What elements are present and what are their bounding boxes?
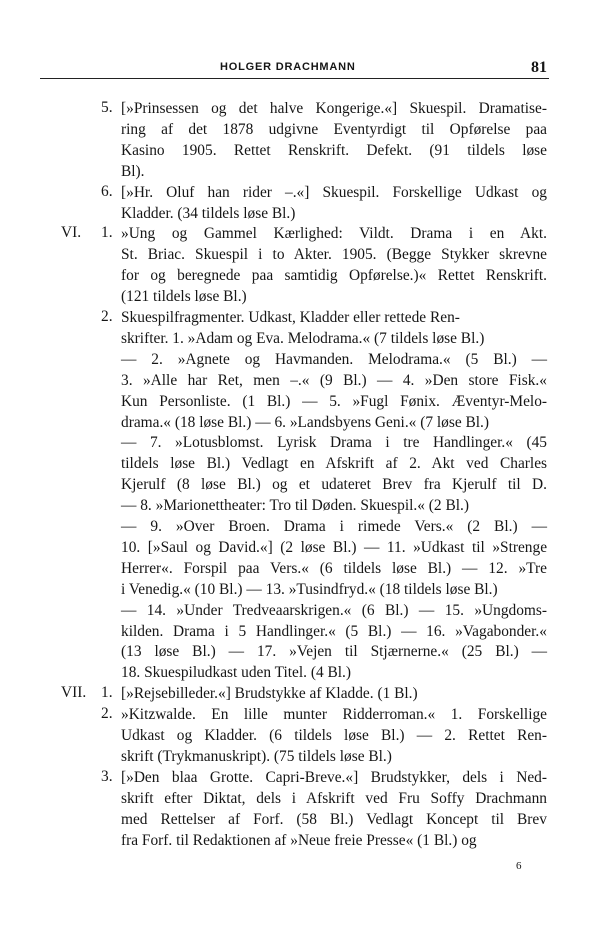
text-line: — 7. »Lotusblomst. Lyrisk Drama i tre Handlinger.« (45: [121, 434, 547, 451]
text-line: Kjerulf (8 løse Bl.) og et udateret Brev fra Kjerulf til D.: [121, 476, 548, 493]
text-line: Kun Personliste. (1 Bl.) — 5. »Fugl Fønix. Æventyr-Melo-: [121, 393, 548, 410]
text-line: 18. Skuespiludkast uden Titel. (4 Bl.): [121, 664, 352, 681]
text-line: 3. »Alle har Ret, men –.« (9 Bl.) — 4. »Den store Fisk.«: [121, 372, 547, 389]
section-numeral: VII.: [61, 684, 87, 701]
text-line: [»Rejsebilleder.«] Brudstykke af Kladde. (1 Bl.): [121, 685, 418, 702]
item-number: 2.: [101, 308, 113, 325]
item-number: 6.: [101, 183, 113, 200]
signature-mark: 6: [516, 860, 522, 872]
text-line: for og beregnede paa samtidig Opførelse.)« Rettet Renskrift.: [121, 267, 548, 284]
text-line: drama.« (18 løse Bl.) — 6. »Landsbyens Geni.« (7 løse Bl.): [121, 414, 490, 431]
text-line: — 2. »Agnete og Havmanden. Melodrama.« (5 Bl.) —: [121, 351, 547, 368]
text-line: 10. [»Saul og David.«] (2 løse Bl.) — 11. »Udkast til »Strenge: [121, 539, 548, 556]
header-rule: [40, 78, 549, 79]
item-number: 2.: [101, 705, 113, 722]
section-numeral: VI.: [61, 224, 82, 241]
text-line: [»Hr. Oluf han rider –.«] Skuespil. Forskellige Udkast og: [121, 184, 547, 201]
text-line: Herrer«. Forspil paa Vers.« (6 tildels løse Bl.) — 12. »Tre: [121, 560, 547, 577]
text-line: fra Forf. til Redaktionen af »Neue freie Presse« (1 Bl.) og: [121, 832, 477, 849]
item-number: 3.: [101, 768, 113, 785]
text-line: — 14. »Under Tredveaarskrigen.« (6 Bl.) — 15. »Ungdoms-: [121, 602, 548, 619]
text-line: [»Prinsessen og det halve Kongerige.«] Skuespil. Dramatise-: [121, 100, 547, 117]
item-number: 1.: [101, 684, 113, 701]
page-number: 81: [531, 59, 547, 76]
text-line: skrift (Trykmanuskript). (75 tildels løse Bl.): [121, 748, 392, 765]
text-line: (13 løse Bl.) — 17. »Vejen til Stjærnerne.« (25 Bl.) —: [121, 643, 548, 660]
text-line: — 9. »Over Broen. Drama i rimede Vers.« (2 Bl.) —: [121, 518, 547, 535]
text-line: kilden. Drama i 5 Handlinger.« (5 Bl.) — 16. »Vagabonder.«: [121, 623, 547, 640]
text-line: Bl).: [121, 163, 145, 180]
text-line: »Kitzwalde. En lille munter Ridderroman.« 1. Forskellige: [121, 706, 548, 723]
item-number: 1.: [101, 224, 113, 241]
text-line: ring af det 1878 udgivne Eventyrdigt til Opførelse paa: [121, 121, 547, 138]
item-number: 5.: [101, 99, 113, 116]
text-line: Skuespilfragmenter. Udkast, Kladder eller rettede Ren-: [121, 309, 460, 326]
text-line: (121 tildels løse Bl.): [121, 288, 247, 305]
text-line: tildels løse Bl.) Vedlagt en Afskrift af 2. Akt ved Charles: [121, 455, 548, 472]
text-line: St. Briac. Skuespil i to Akter. 1905. (Begge Stykker skrevne: [121, 246, 548, 263]
text-line: Kasino 1905. Rettet Renskrift. Defekt. (91 tildels løse: [121, 142, 547, 159]
text-line: med Rettelser af Forf. (58 Bl.) Vedlagt Koncept til Brev: [121, 811, 547, 828]
text-line: Kladder. (34 tildels løse Bl.): [121, 205, 296, 222]
running-title: HOLGER DRACHMANN: [220, 61, 356, 73]
text-line: skrifter. 1. »Adam og Eva. Melodrama.« (7 tildels løse Bl.): [121, 330, 485, 347]
text-line: i Venedig.« (10 Bl.) — 13. »Tusindfryd.« (18 tildels løse Bl.): [121, 581, 498, 598]
text-line: [»Den blaa Grotte. Capri-Breve.«] Brudstykker, dels i Ned-: [121, 769, 548, 786]
text-line: skrift efter Diktat, dels i Afskrift ved Fru Soffy Drachmann: [121, 790, 547, 807]
text-line: — 8. »Marionettheater: Tro til Døden. Skuespil.« (2 Bl.): [121, 497, 469, 514]
text-line: Udkast og Kladder. (6 tildels løse Bl.) — 2. Rettet Ren-: [121, 727, 547, 744]
text-line: »Ung og Gammel Kærlighed: Vildt. Drama i en Akt.: [121, 225, 547, 242]
